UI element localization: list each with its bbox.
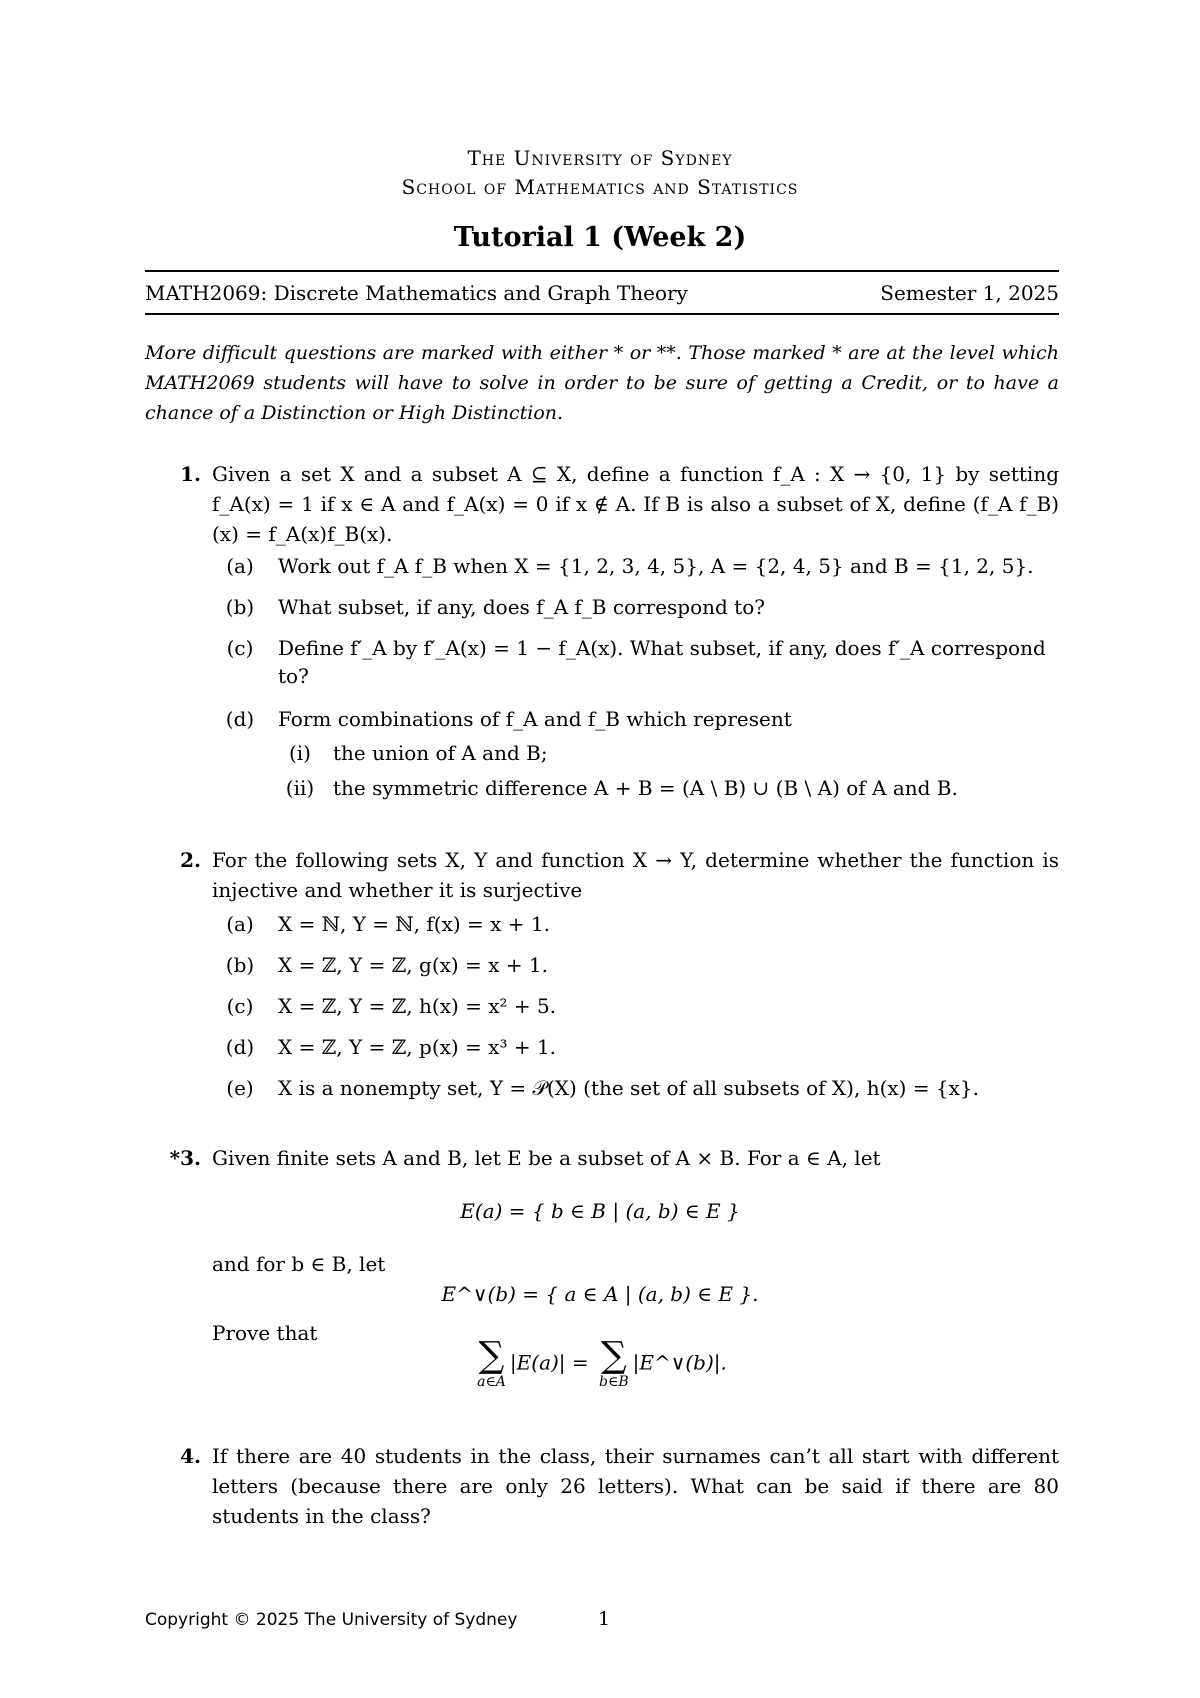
part-text: Define f′_A by f′_A(x) = 1 − f_A(x). What subset, if any, does f′_A correspond to? <box>278 636 1046 688</box>
sum-right-term: |E^∨(b)|. <box>632 1350 727 1375</box>
subpart-label: (i) <box>288 741 311 765</box>
part-text: X = ℤ, Y = ℤ, p(x) = x³ + 1. <box>278 1035 557 1059</box>
part-label: (e) <box>226 1076 254 1100</box>
prove-that-text: Prove that <box>212 1321 318 1345</box>
part-label: (b) <box>225 595 255 619</box>
question-number: 4. <box>180 1444 201 1468</box>
subpart-text: the union of A and B; <box>333 741 548 765</box>
and-for-text: and for b ∈ B, let <box>212 1252 386 1276</box>
sum-index: b∈B <box>599 1374 629 1390</box>
sum-over-b <box>599 1335 629 1390</box>
part-text: What subset, if any, does f_A f_B correspond to? <box>278 595 765 619</box>
question-number: 1. <box>180 462 201 486</box>
part-label: (c) <box>226 636 254 660</box>
part-text: X is a nonempty set, Y = 𝒫(X) (the set of all subsets of X), h(x) = {x}. <box>278 1076 980 1100</box>
copyright-notice: Copyright © 2025 The University of Sydney <box>145 1610 518 1630</box>
course-name: MATH2069: Discrete Mathematics and Graph Theory <box>145 281 688 305</box>
equation-e-vee-of-b: E^∨(b) = { a ∈ A | (a, b) ∈ E }. <box>441 1282 759 1306</box>
sum-left-term: |E(a)| = <box>509 1350 589 1375</box>
semester-label: Semester 1, 2025 <box>880 281 1059 305</box>
school-name: School of Mathematics and Statistics <box>401 175 799 199</box>
subpart-label: (ii) <box>285 776 315 800</box>
course-bar <box>145 281 1059 305</box>
page-number: 1 <box>598 1608 611 1630</box>
part-text: X = ℤ, Y = ℤ, g(x) = x + 1. <box>278 953 549 977</box>
sum-index: a∈A <box>477 1374 506 1390</box>
question-text: Given a set X and a subset A ⊆ X, define a function f_A : X → {0, 1} by setting f_A(x) = 1 if x ∈ A and f_A(x) = 0 if x ∉ A. If B is also a subset of X, define (f_A f_B)(x) = f_A(x)f_B(x). <box>212 462 1059 546</box>
part-text: X = ℕ, Y = ℕ, f(x) = x + 1. <box>278 912 550 936</box>
part-label: (d) <box>225 707 255 731</box>
question-text: For the following sets X, Y and function X → Y, determine whether the function is injective and whether it is surjective <box>212 848 1059 902</box>
part-label: (a) <box>226 554 254 578</box>
subpart-text: the symmetric difference A + B = (A \ B) ∪ (B \ A) of A and B. <box>333 776 958 800</box>
university-name: The University of Sydney <box>467 146 733 170</box>
part-label: (b) <box>225 953 255 977</box>
question-number: 2. <box>180 848 201 872</box>
sigma-symbol: ∑ <box>600 1335 627 1376</box>
sum-over-a <box>477 1335 506 1390</box>
part-text: X = ℤ, Y = ℤ, h(x) = x² + 5. <box>278 994 557 1018</box>
sum-equation <box>0 1335 1200 1390</box>
top-rule <box>145 270 1059 272</box>
part-text: Work out f_A f_B when X = {1, 2, 3, 4, 5}, A = {2, 4, 5} and B = {1, 2, 5}. <box>278 554 1034 578</box>
page-title: Tutorial 1 (Week 2) <box>453 222 747 253</box>
part-label: (c) <box>226 994 254 1018</box>
part-text: Form combinations of f_A and f_B which represent <box>278 707 792 731</box>
sigma-symbol: ∑ <box>478 1335 505 1376</box>
part-label: (a) <box>226 912 254 936</box>
part-label: (d) <box>225 1035 255 1059</box>
equation-e-of-a: E(a) = { b ∈ B | (a, b) ∈ E } <box>460 1199 740 1223</box>
question-text: Given finite sets A and B, let E be a subset of A × B. For a ∈ A, let <box>212 1146 881 1170</box>
bottom-rule <box>145 313 1059 315</box>
question-number: *3. <box>169 1146 201 1170</box>
question-text: If there are 40 students in the class, their surnames can’t all start with different letters (because there are only 26 letters). What can be said if there are 80 students in the class? <box>212 1444 1059 1528</box>
intro-paragraph: More difficult questions are marked with either * or **. Those marked * are at the level which MATH2069 students will have to solve in order to be sure of getting a Credit, or to have a chance of a Distinction or High Distinction. <box>145 342 1059 424</box>
